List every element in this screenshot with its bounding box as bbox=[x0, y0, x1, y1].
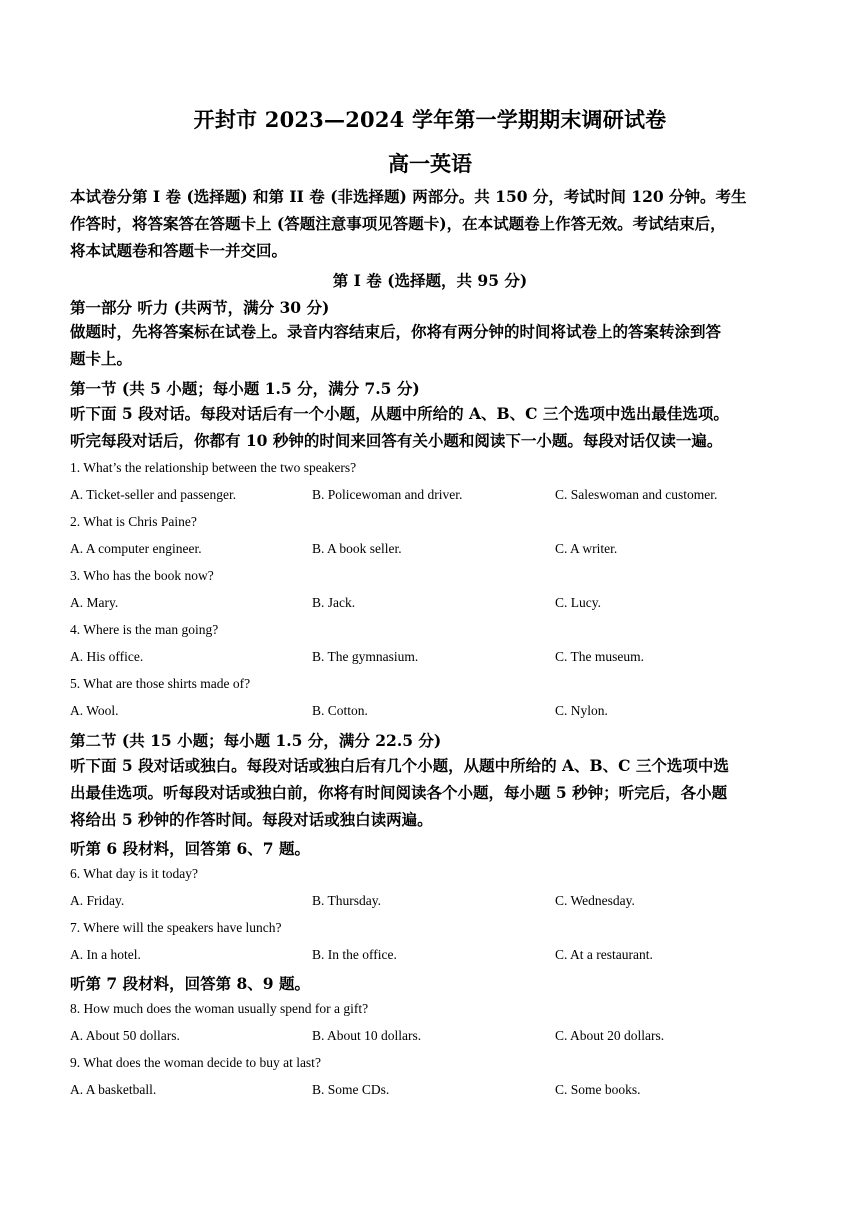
section2-heading: 第二节 (共 15 小题；每小题 1.5 分，满分 22.5 分) bbox=[70, 731, 442, 750]
option-7c: C. At a restaurant. bbox=[555, 947, 653, 962]
part1-instructions bbox=[70, 318, 794, 372]
option-6a: A. Friday. bbox=[70, 893, 125, 908]
intro-paragraph bbox=[70, 183, 794, 264]
option-1a: A. Ticket-seller and passenger. bbox=[70, 487, 237, 502]
question-7: 7. Where will the speakers have lunch? bbox=[70, 920, 282, 935]
option-5c: C. Nylon. bbox=[555, 703, 608, 718]
intro-line: 作答时，将答案答在答题卡上 (答题注意事项见答题卡)，在本试题卷上作答无效。考试结束后， bbox=[70, 214, 726, 233]
option-6c: C. Wednesday. bbox=[555, 893, 635, 908]
exam-subject: 高一英语 bbox=[388, 151, 472, 176]
option-7b: B. In the office. bbox=[312, 947, 397, 962]
material-7-heading: 听第 7 段材料，回答第 8、9 题。 bbox=[70, 974, 310, 993]
option-4a: A. His office. bbox=[70, 649, 144, 664]
instruction-line: 将给出 5 秒钟的作答时间。每段对话或独白读两遍。 bbox=[70, 810, 433, 829]
option-3b: B. Jack. bbox=[312, 595, 356, 610]
question-1: 1. What’s the relationship between the two speakers? bbox=[70, 460, 357, 475]
part1-heading: 第一部分 听力 (共两节，满分 30 分) bbox=[70, 298, 330, 317]
option-4c: C. The museum. bbox=[555, 649, 644, 664]
instruction-line: 题卡上。 bbox=[70, 349, 133, 368]
option-2c: C. A writer. bbox=[555, 541, 618, 556]
question-3: 3. Who has the book now? bbox=[70, 568, 214, 583]
option-8b: B. About 10 dollars. bbox=[312, 1028, 422, 1043]
option-2b: B. A book seller. bbox=[312, 541, 402, 556]
question-5: 5. What are those shirts made of? bbox=[70, 676, 251, 691]
exam-title: 开封市 2023—2024 学年第一学期期末调研试卷 bbox=[193, 107, 667, 132]
option-6b: B. Thursday. bbox=[312, 893, 381, 908]
instruction-line: 听下面 5 段对话。每段对话后有一个小题，从题中所给的 A、B、C 三个选项中选出最佳选项。 bbox=[70, 404, 729, 423]
option-1b: B. Policewoman and driver. bbox=[312, 487, 463, 502]
intro-line: 将本试题卷和答题卡一并交回。 bbox=[70, 241, 288, 260]
question-4: 4. Where is the man going? bbox=[70, 622, 219, 637]
option-5b: B. Cotton. bbox=[312, 703, 368, 718]
section1-heading: 第一节 (共 5 小题；每小题 1.5 分，满分 7.5 分) bbox=[70, 379, 420, 398]
option-8a: A. About 50 dollars. bbox=[70, 1028, 180, 1043]
option-9a: A. A basketball. bbox=[70, 1082, 157, 1097]
instruction-line: 出最佳选项。听每段对话或独白前，你将有时间阅读各个小题，每小题 5 秒钟；听完后，各小题 bbox=[70, 783, 728, 802]
question-6: 6. What day is it today? bbox=[70, 866, 198, 881]
question-2: 2. What is Chris Paine? bbox=[70, 514, 197, 529]
option-9c: C. Some books. bbox=[555, 1082, 641, 1097]
option-3a: A. Mary. bbox=[70, 595, 119, 610]
volume-title: 第 I 卷 (选择题，共 95 分) bbox=[332, 271, 528, 290]
option-8c: C. About 20 dollars. bbox=[555, 1028, 665, 1043]
section2-instructions bbox=[70, 752, 794, 833]
instruction-line: 听下面 5 段对话或独白。每段对话或独白后有几个小题，从题中所给的 A、B、C 三个选项中选 bbox=[70, 756, 729, 775]
question-8: 8. How much does the woman usually spend for a gift? bbox=[70, 1001, 369, 1016]
instruction-line: 做题时，先将答案标在试卷上。录音内容结束后，你将有两分钟的时间将试卷上的答案转涂到答 bbox=[70, 322, 722, 341]
question-9: 9. What does the woman decide to buy at last? bbox=[70, 1055, 321, 1070]
material-6-heading: 听第 6 段材料，回答第 6、7 题。 bbox=[70, 839, 310, 858]
instruction-line: 听完每段对话后，你都有 10 秒钟的时间来回答有关小题和阅读下一小题。每段对话仅读一遍。 bbox=[70, 431, 723, 450]
intro-line: 本试卷分第 I 卷 (选择题) 和第 II 卷 (非选择题) 两部分。共 150 分，考试时间 120 分钟。考生 bbox=[70, 187, 747, 206]
section1-instructions bbox=[70, 400, 794, 454]
option-2a: A. A computer engineer. bbox=[70, 541, 202, 556]
option-4b: B. The gymnasium. bbox=[312, 649, 419, 664]
option-9b: B. Some CDs. bbox=[312, 1082, 390, 1097]
option-5a: A. Wool. bbox=[70, 703, 119, 718]
option-3c: C. Lucy. bbox=[555, 595, 601, 610]
option-7a: A. In a hotel. bbox=[70, 947, 141, 962]
option-1c: C. Saleswoman and customer. bbox=[555, 487, 718, 502]
